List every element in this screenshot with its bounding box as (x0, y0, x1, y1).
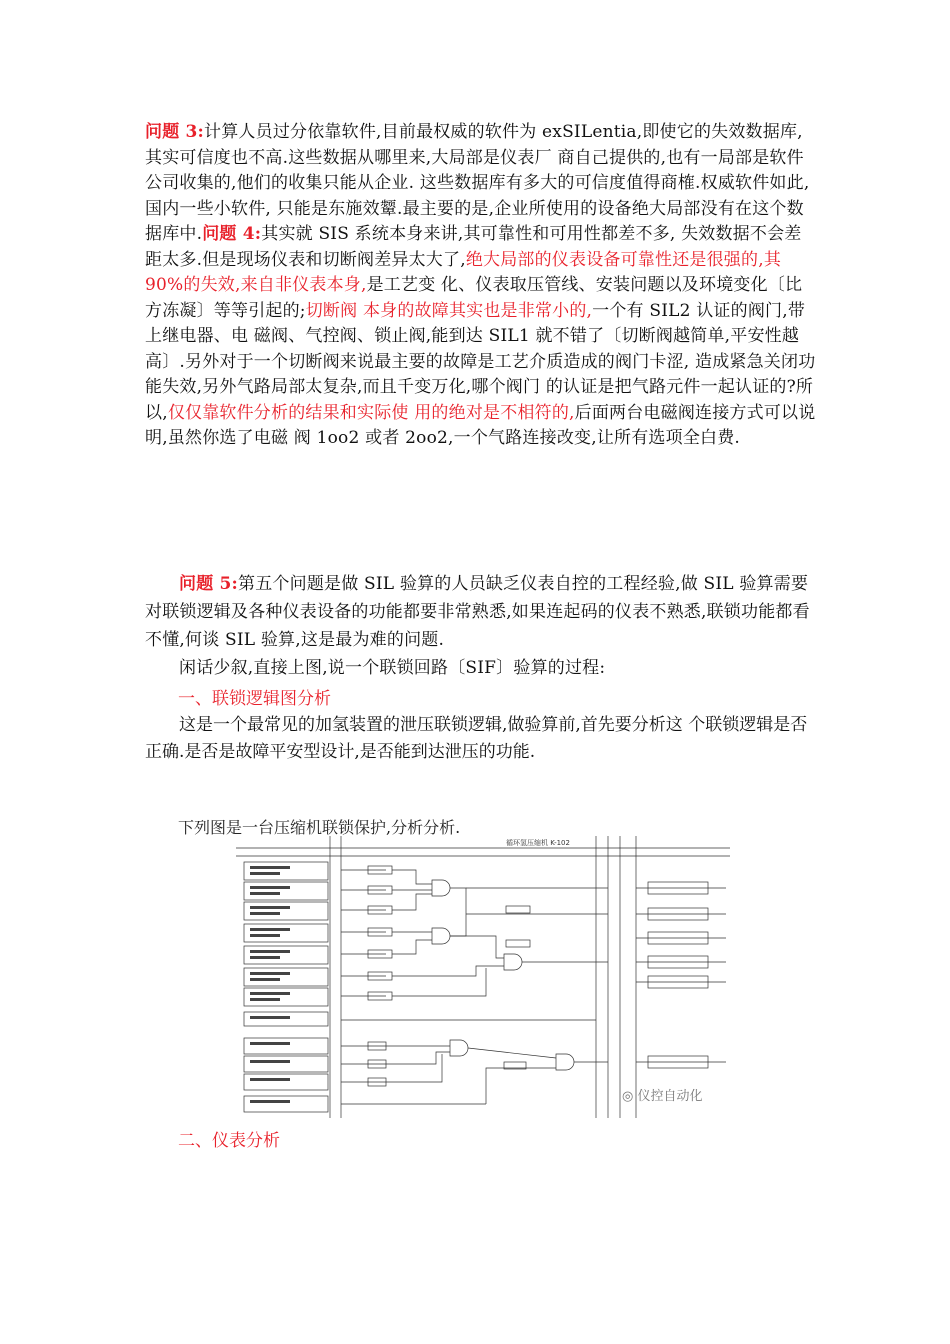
text-segment: 闲话少叙,直接上图,说一个联锁回路〔SIF〕验算的过程: (179, 658, 606, 678)
problem-4-label: 问题 4: (202, 224, 262, 244)
wechat-icon: ◎ (622, 1089, 634, 1104)
text-segment: 是工艺变 化、仪表取压管线、安装问题以及环境变化〔比方冻凝〕等等引起的; (145, 275, 803, 321)
watermark (622, 1085, 703, 1104)
section-heading-instruments: 二、仪表分析 (178, 1131, 280, 1151)
text-segment: 其实就 SIS 系统本身来讲,其可靠性和可用性都差不多, 失效数据不会差距太多.但是现场仪表和切断阀差异太大了, (145, 224, 802, 270)
problem-5-label: 问题 5: (179, 574, 239, 594)
paragraph-problem-5 (145, 570, 817, 682)
highlight-text: 绝大局部的仪表设备可靠性还是很强的,其 90%的失效,来自非仪表本身, (145, 249, 782, 295)
text-segment: 第五个问题是做 SIL 验算的人员缺乏仪表自控的工程经验,做 SIL 验算需要对联锁逻辑及各种仪表设备的功能都要非常熟悉,如果连起码的仪表不熟悉,联锁功能都看不懂,何谈 SIL 验算,这是最为难的问题. (145, 574, 810, 650)
text-segment: 后面两台电磁阀连接方式可以说明,虽然你选了电磁 阀 1oo2 或者 2oo2,一个气路连接改变,让所有选项全白费. (145, 402, 816, 448)
watermark-text: 仪控自动化 (637, 1089, 703, 1104)
highlight-text: 仅仅靠软件分析的结果和实际使 用的绝对是不相符的, (167, 402, 575, 423)
text-segment: 计算人员过分依靠软件,目前最权威的软件为 exSILentia,即使它的失效数据库,其实可信度也不高.这些数据从哪里来,大局部是仪表厂 商自己提供的,也有一局部是软件公司收集的,他们的收集只能从企业. 这些数据库有多大的可信度值得商榷.权威软件如此,国内一些小软件, 只能是东施效颦.最主要的是,企业所使用的设备绝大局部没有在这个数 据库中. (145, 122, 810, 244)
interlock-logic-diagram (236, 836, 730, 1118)
highlight-text: 切断阀 本身的故障其实也是非常小的, (305, 300, 593, 321)
text-segment: 这是一个最常见的加氢装置的泄压联锁逻辑,做验算前,首先要分析这 个联锁逻辑是否正确.是否是故障平安型设计,是否能到达泄压的功能. (145, 715, 808, 762)
paragraph-logic (145, 712, 817, 766)
figure-caption: 下列图是一台压缩机联锁保护,分析分析. (178, 818, 461, 837)
paragraph-problem-3-4 (145, 120, 817, 452)
diagram-title: 循环氢压缩机 K-102 (506, 839, 570, 847)
problem-3-label: 问题 3: (145, 122, 205, 142)
text-segment: 一个有 SIL2 认证的阀门,带上继电器、电 磁阀、气控阀、锁止阀,能到达 SIL1 就不错了〔切断阀越简单,平安性越 高〕.另外对于一个切断阀来说最主要的故障是工艺介质造成的阀门卡涩, 造成紧急关闭功能失效,另外气路局部太复杂,而且千变万化,哪个阀门 的认证是把气路元件一起认证的?所以, (145, 300, 816, 423)
section-heading-logic: 一、联锁逻辑图分析 (178, 689, 331, 709)
